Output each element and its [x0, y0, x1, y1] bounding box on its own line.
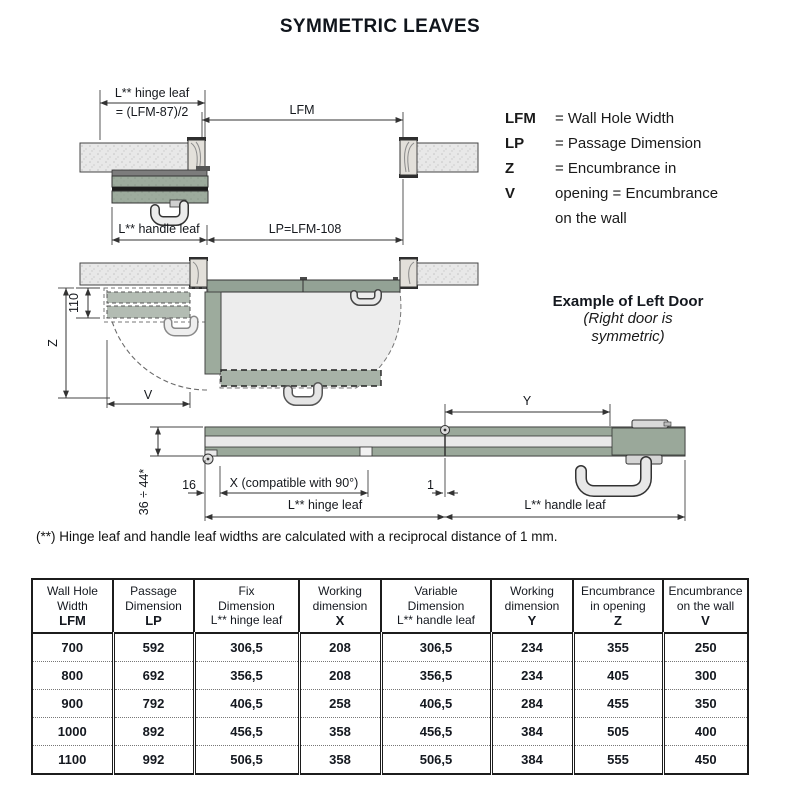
- table-cell: 356,5: [381, 662, 491, 690]
- table-cell: 355: [573, 633, 663, 662]
- col-header-variable: Variable Dimension L** handle leaf: [381, 579, 491, 633]
- dim-z-label: Z: [46, 339, 60, 347]
- table-cell: 692: [113, 662, 194, 690]
- table-cell: 356,5: [194, 662, 299, 690]
- hinge-leaf-width-label: L** hinge leaf: [287, 498, 363, 512]
- legend-row: [505, 131, 718, 156]
- table-cell: 455: [573, 690, 663, 718]
- handle-leaf-width-label: L** handle leaf: [524, 498, 606, 512]
- table-cell: 505: [573, 718, 663, 746]
- table-cell: 400: [663, 718, 748, 746]
- table-cell: 406,5: [194, 690, 299, 718]
- top-diagram: [80, 86, 478, 245]
- table-header-row: [32, 579, 748, 633]
- table-cell: 700: [32, 633, 113, 662]
- table-cell: 506,5: [194, 746, 299, 775]
- legend-term: V: [505, 185, 516, 202]
- legend-def: = Wall Hole Width: [555, 110, 675, 127]
- table-cell: 456,5: [381, 718, 491, 746]
- lp-dim-label: LP=LFM-108: [268, 222, 342, 236]
- col-header-lp: Passage Dimension LP: [113, 579, 194, 633]
- table-row: [32, 746, 748, 775]
- table-cell: 284: [491, 690, 573, 718]
- dim-y-label: Y: [522, 394, 532, 408]
- table-cell: 555: [573, 746, 663, 775]
- example-note: [500, 293, 756, 346]
- col-header-v: Encumbrance on the wall V: [663, 579, 748, 633]
- table-cell: 250: [663, 633, 748, 662]
- dim-16-label: 16: [182, 478, 196, 492]
- bottom-diagram: [137, 394, 685, 521]
- table-cell: 258: [299, 690, 381, 718]
- table-row: [32, 690, 748, 718]
- table-cell: 900: [32, 690, 113, 718]
- page-title: SYMMETRIC LEAVES: [279, 16, 481, 37]
- table-cell: 406,5: [381, 690, 491, 718]
- table-cell: 506,5: [381, 746, 491, 775]
- legend-term: Z: [505, 160, 515, 177]
- lock-block: [632, 420, 668, 428]
- table-cell: 306,5: [381, 633, 491, 662]
- example-note-title: Example of Left Door: [552, 293, 704, 310]
- col-header-x: Working dimension X: [299, 579, 381, 633]
- dim-110-label: 110: [67, 293, 81, 313]
- table-cell: 800: [32, 662, 113, 690]
- table-cell: 592: [113, 633, 194, 662]
- table-cell: 384: [491, 746, 573, 775]
- table-cell: 992: [113, 746, 194, 775]
- legend: [505, 106, 718, 231]
- dimension-table: [31, 578, 749, 775]
- lfm-dim-label: LFM: [289, 103, 315, 117]
- handle-leaf-dim-label: L** handle leaf: [118, 222, 200, 236]
- legend-row: [505, 156, 718, 181]
- table-row: [32, 718, 748, 746]
- legend-row: [505, 181, 718, 206]
- table-cell: 892: [113, 718, 194, 746]
- table-cell: 405: [573, 662, 663, 690]
- table-cell: 306,5: [194, 633, 299, 662]
- table-cell: 1000: [32, 718, 113, 746]
- legend-def: = Passage Dimension: [555, 135, 702, 152]
- example-note-sub2: symmetric): [591, 328, 665, 345]
- col-header-fix: Fix Dimension L** hinge leaf: [194, 579, 299, 633]
- example-note-sub1: (Right door is: [583, 310, 673, 327]
- legend-def: on the wall: [555, 210, 627, 227]
- footnote: (**) Hinge leaf and handle leaf widths are calculated with a reciprocal distance of 1 mm.: [36, 529, 558, 544]
- legend-term: LP: [505, 135, 525, 152]
- table-cell: 1100: [58, 752, 87, 767]
- col-header-lfm: Wall Hole Width LFM: [32, 579, 113, 633]
- dim-1-label: 1: [427, 478, 434, 492]
- legend-def: = Encumbrance in: [555, 160, 677, 177]
- table-cell: 350: [663, 690, 748, 718]
- hinge-leaf-dim-label: L** hinge leaf: [114, 86, 190, 100]
- table-cell: 234: [491, 633, 573, 662]
- table-cell: 358: [299, 718, 381, 746]
- table-cell: 792: [113, 690, 194, 718]
- table-cell: 234: [491, 662, 573, 690]
- legend-term: [505, 206, 555, 231]
- dim-thickness-label: 36 ÷ 44*: [137, 468, 151, 516]
- legend-term: LFM: [505, 110, 536, 127]
- hinge-leaf-formula: = (LFM-87)/2: [115, 105, 189, 119]
- table-row: [32, 633, 748, 662]
- table-cell: 208: [299, 662, 381, 690]
- table-cell: 208: [299, 633, 381, 662]
- table-row: [32, 662, 748, 690]
- table-cell: 384: [491, 718, 573, 746]
- col-header-z: Encumbrance in opening Z: [573, 579, 663, 633]
- table-cell: 456,5: [194, 718, 299, 746]
- middle-diagram: [46, 257, 478, 408]
- dim-x-label: X (compatible with 90°): [229, 476, 359, 490]
- table-cell: 300: [663, 662, 748, 690]
- dim-v-label: V: [143, 388, 153, 402]
- table-cell: 358: [299, 746, 381, 775]
- col-header-y: Working dimension Y: [491, 579, 573, 633]
- legend-row: [505, 206, 718, 231]
- legend-def: opening = Encumbrance: [555, 185, 719, 202]
- table-cell: 450: [663, 746, 748, 775]
- legend-row: [505, 106, 718, 131]
